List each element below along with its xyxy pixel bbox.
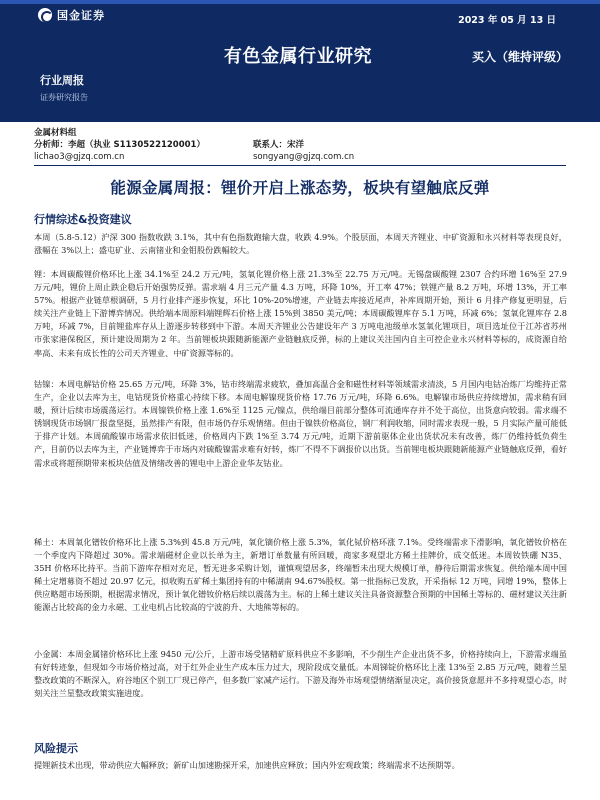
contact-name: 联系人：宋洋 (253, 140, 305, 150)
investment-rating: 买入（维持评级） (472, 50, 569, 64)
research-group: 金属材料组 (34, 128, 77, 138)
divider-line (34, 165, 566, 166)
contact-email[interactable]: songyang@gjzq.com.cn (253, 152, 355, 162)
report-header-band (0, 0, 600, 122)
analyst-name: 分析师：李超（执业 S1130522120001） (34, 140, 205, 150)
analyst-block (34, 127, 574, 163)
report-date: 2023 年 05 月 13 日 (458, 15, 556, 26)
section-title-risks: 风险提示 (34, 742, 78, 755)
brand-logo-icon (38, 8, 52, 22)
brand-logo (38, 7, 105, 23)
report-headline: 能源金属周报：锂价开启上涨态势，板块有望触底反弹 (110, 179, 490, 197)
paragraph-minor-metals: 小金属：本周金属锗价格环比上涨 9450 元/公斤，上游市场受锗精矿原料供应不多影响，不少削生产企业出货不多，价格持续向上，下游需求端虽有好转迹象，但现如今市场价格过高，对于红外企业生产成本压力过大，现阶段成交量低。本周锑锭价格环比上涨 13%至 2.85 万元/吨，随着兰星整改政策的不断深入，府谷地区个别工厂现已停产，但多数厂家减产运行。下游及海外市场观望情绪渐显决定，高价接货意愿并不多持观望心态，时刻关注兰星整改政策实施进度。 (34, 649, 567, 699)
analyst-row (34, 139, 574, 151)
paragraph-rare-earth: 稀土：本周氧化镨钕价格环比上涨 5.3%到 45.8 万元/吨，氧化镝价格上涨 5.3%，氧化铽价格环涨 7.1%。受终端需求下滑影响，氧化镨钕价格在一个季度内下降超过 30%。需求端磁材企业以长单为主，新增订单数量有所回暖，商家多观望北方稀土挂牌价，成交低迷。本周钕铁硼 N35、35H 价格环比持平。当前下游库存相对充足，暂无进多采购计划，谨慎观望居多，终端暂未出现大规模订单，静待后期需求恢复。供给端本周中国稀土定增募资不超过 20.97 亿元，拟收购五矿稀土集团持有的中稀湖南 94.67%股权。第一批指标已发放，开采指标 12 万吨，同增 19%，整体上供应略超市场预期，根据需求情况，预计氧化镨钕价格后续以震荡为主。标的上稀土建议关注具备资源整合预期的中国稀土等标的、磁材建议关注新能源占比较高的金力永磁、工业电机占比较高的宁波韵升、大地熊等标的。 (34, 537, 567, 613)
paragraph-lithium: 锂：本周碳酸锂价格环比上涨 34.1%至 24.2 万元/吨，氢氧化锂价格上涨 21.3%至 22.75 万元/吨。无锡盘碳酸锂 2307 合约环增 16%至 27.9 万元/吨，锂价上周止跌企稳后开始强势反弹。需求端 4 月三元产量 4.3 万吨，环降 10%，开工率 47%；铁锂产量 8.2 万吨，环增 13%，开工率 57%。根据产业链草根调研，5 月行业排产逐步恢复，环比 10%-20%增速，产业链去库接近尾声，补库周期开始，预计 6 月排产修复更明显，后续关注产业链上下游博弈情况。供给端本周原料端锂辉石价格上涨 15%到 3850 美元/吨；本周碳酸锂库存 5.1 万吨，环减 6%；氢氧化锂库存 2.8 万吨，环减 7%，目前锂盐库存从上游逐步转移到中下游。本周天齐锂业公告建设年产 3 万吨电池级单水氢氧化锂项目，项目选址位于江苏省苏州市张家港保税区，预计建设周期为 2 年。当前锂板块跟随新能源产业链触底反弹，标的上建议关注国内自主可控企业永兴材料等标的，成资源自给率高、未来有成长性的公司天齐锂业、中矿资源等标的。 (34, 269, 567, 358)
analyst-email[interactable]: lichao3@gjzq.com.cn (34, 152, 125, 162)
paragraph-risks: 提锂新技术出现，带动供应大幅释放；新矿山加速勘探开采，加速供应释放；国内外宏观政策；终端需求不达预期等。 (34, 760, 460, 770)
report-type: 行业周报 (40, 74, 84, 87)
paragraph-cobalt-nickel: 钴镍：本周电解钴价格 25.65 万元/吨，环降 3%，钴市终端需求疲软，叠加高温合金和磁性材料等领域需求清淡，5 月国内电钴冶炼厂均维持正常生产，企业以去库为主，电钴现货价格重心持续下移。本周电解镍现货价格 17.76 万元/吨，环降 6.6%。电解镍市场供应持续增加，需求稍有回暖，预计后续市场震荡运行。本周镍铁价格上涨 1.6%至 1125 元/镍点，供给端目前部分整体可流通库存并不处于高位，出货意向较弱。需求端不锈钢现货市场钢厂报盘坚挺，虽然排产有限，但市场仍存乐观情绪。但由于镍铁价格高位，钢厂利润收缩，同时需求表现一般，5 月实际产量可能低于排产计划。本周硫酸镍市场需求依旧低迷，价格周内下跌 1%至 3.74 万元/吨，近期下游前驱体企业出货状况未有改善，炼厂仍维持低负荷生产，目前仍以去库为主，产业链博弈于市场内对硫酸镍需求难有好转，炼厂不得不下调报价以出货。当前锂电板块跟随新能源产业链触底反弹，看好需求或将超预期带来板块估值及情绪改善的锂电中上游企业华友钴业。 (34, 379, 567, 468)
industry-title: 有色金属行业研究 (224, 46, 372, 67)
section-title-overview: 行情综述&投资建议 (34, 213, 132, 226)
brand-name: 国金证券 (57, 9, 105, 22)
paragraph-market: 本周（5.8-5.12）沪深 300 指数收跌 3.1%，其中有色指数跑输大盘，收跌 4.9%。个股层面，本周天齐锂业、中矿资源和永兴材料等表现良好，涨幅在 3%以上；盛屯矿业、云南锗业和金钼股份跌幅较大。 (34, 232, 567, 256)
email-row (34, 151, 574, 163)
report-subtype: 证券研究报告 (40, 93, 88, 102)
header-accent-stripe (0, 0, 600, 4)
